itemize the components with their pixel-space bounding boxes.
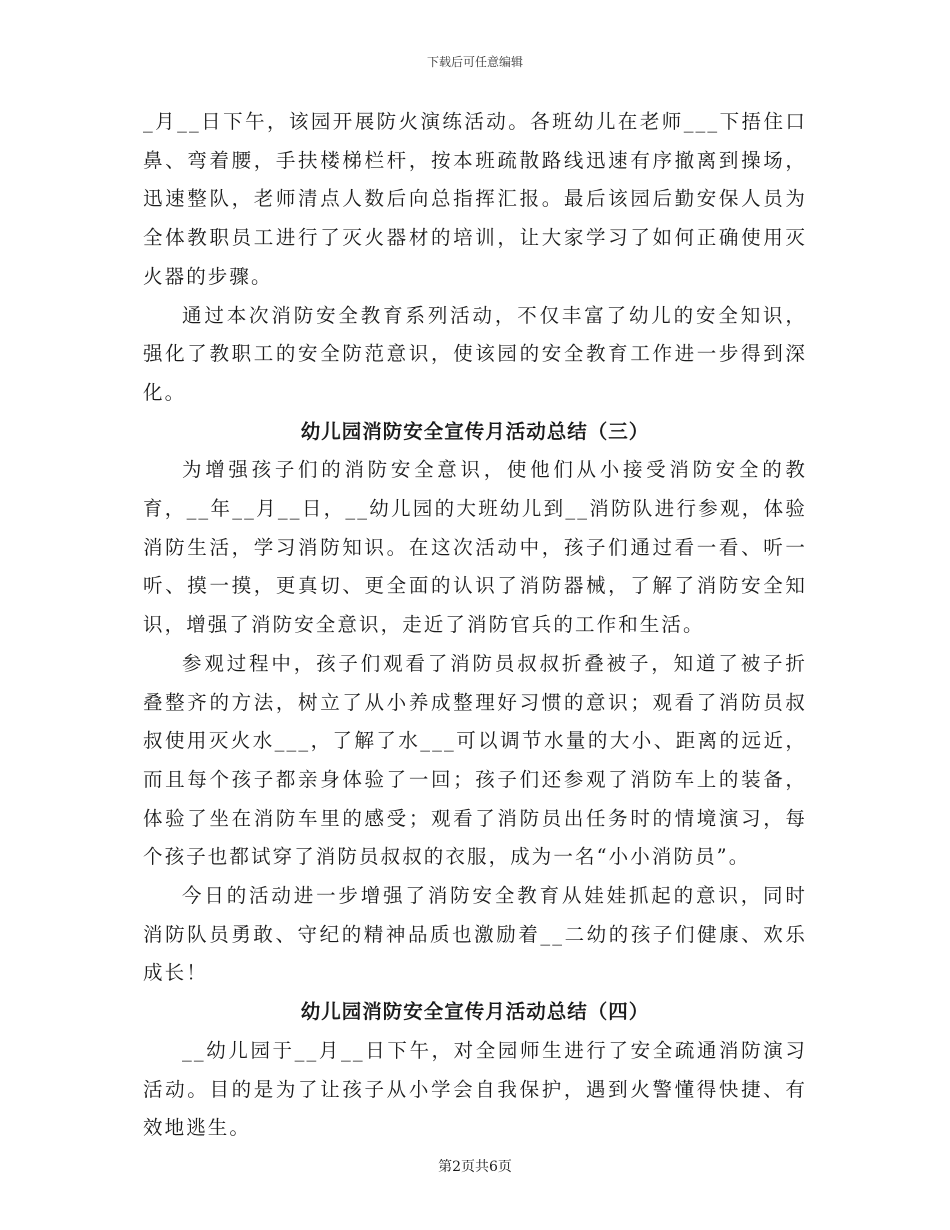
paragraph: 今日的活动进一步增强了消防安全教育从娃娃抓起的意识，同时消防队员勇敢、守纪的精神品质也激励着__二幼的孩子们健康、欢乐成长！ bbox=[143, 884, 807, 985]
paragraph: 通过本次消防安全教育系列活动，不仅丰富了幼儿的安全知识，强化了教职工的安全防范意识，使该园的安全教育工作进一步得到深化。 bbox=[143, 303, 807, 404]
paragraph: 为增强孩子们的消防安全意识，使他们从小接受消防安全的教育，__年__月__日，__幼儿园的大班幼儿到__消防队进行参观，体验消防生活，学习消防知识。在这次活动中，孩子们通过看一看、听一听、摸一摸，更真切、更全面的认识了消防器械，了解了消防安全知识，增强了消防安全意识，走近了消防官兵的工作和生活。 bbox=[143, 458, 807, 637]
paragraph: __幼儿园于__月__日下午，对全园师生进行了安全疏通消防演习活动。目的是为了让孩子从小学会自我保护，遇到火警懂得快捷、有效地逃生。 bbox=[143, 1038, 807, 1140]
paragraph: 参观过程中，孩子们观看了消防员叔叔折叠被子，知道了被子折叠整齐的方法，树立了从小养成整理好习惯的意识；观看了消防员叔叔使用灭火水___，了解了水___可以调节水量的大小、距离的远近，而且每个孩子都亲身体验了一回；孩子们还参观了消防车上的装备，体验了坐在消防车里的感受；观看了消防员出任务时的情境演习，每个孩子也都试穿了消防员叔叔的衣服，成为一名“小小消防员”。 bbox=[143, 651, 807, 869]
page-header: 下载后可任意编辑 bbox=[426, 55, 523, 69]
section-heading: 幼儿园消防安全宣传月活动总结（四） bbox=[300, 1000, 650, 1024]
page-number-footer: 第2页共6页 bbox=[438, 1159, 512, 1175]
section-heading: 幼儿园消防安全宣传月活动总结（三） bbox=[300, 419, 650, 443]
document-body bbox=[143, 103, 807, 1148]
paragraph: _月__日下午，该园开展防火演练活动。各班幼儿在老师___下捂住口鼻、弯着腰，手扶楼梯栏杆，按本班疏散路线迅速有序撤离到操场，迅速整队，老师清点人数后向总指挥汇报。最后该园后勤安保人员为全体教职员工进行了灭火器材的培训，让大家学习了如何正确使用灭火器的步骤。 bbox=[143, 110, 807, 288]
